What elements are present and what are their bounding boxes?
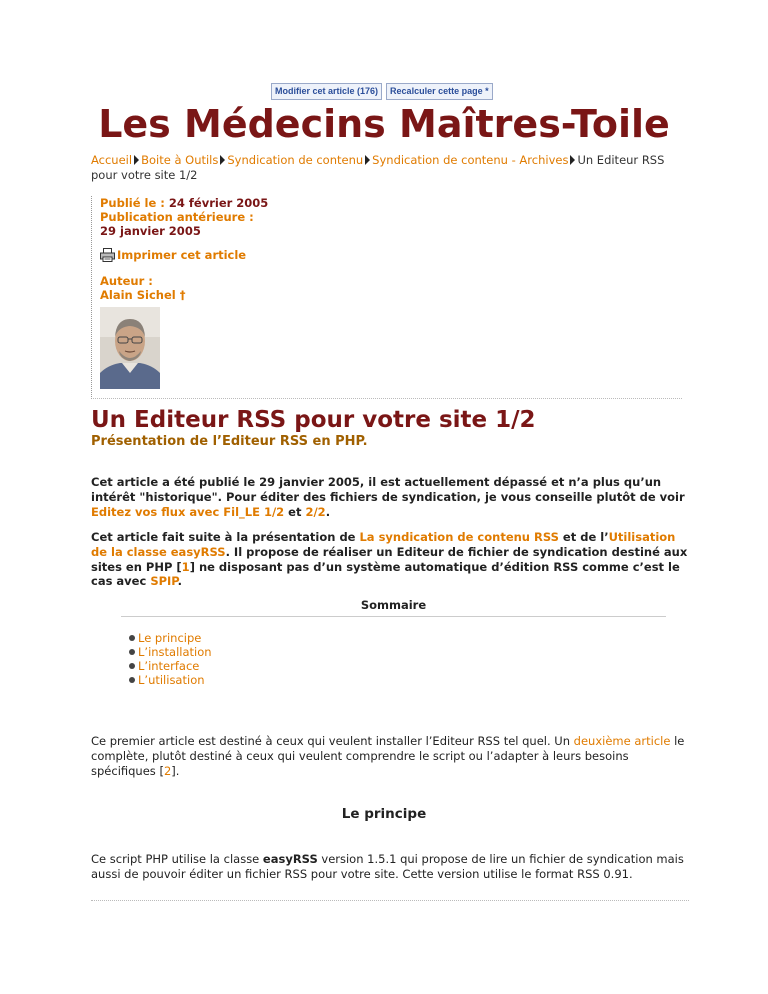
article-title: Un Editeur RSS pour votre site 1/2 <box>91 407 536 433</box>
toc-item-label: L’installation <box>138 645 212 659</box>
intro-notice <box>91 475 689 519</box>
body-text-bold: easyRSS <box>262 852 318 866</box>
toc-item[interactable] <box>129 631 666 645</box>
bullet-icon <box>129 635 135 641</box>
toc-item[interactable] <box>129 673 666 687</box>
published-date: 24 février 2005 <box>168 196 269 210</box>
intro-notice-text: . <box>325 504 331 519</box>
intro-paragraph <box>91 530 689 589</box>
link-fil-le-1[interactable]: Editez vos flux avec Fil_LE 1/2 <box>91 504 285 519</box>
breadcrumb-arrow-icon <box>570 155 575 165</box>
breadcrumb <box>91 153 681 183</box>
intro-text: et de l’ <box>558 530 609 544</box>
toc-item-label: L’interface <box>138 659 200 673</box>
article-meta <box>91 196 682 399</box>
publication-dates <box>100 196 268 238</box>
admin-toolbar <box>271 83 493 100</box>
table-of-contents <box>121 598 666 687</box>
link-spip[interactable]: SPIP <box>150 574 178 589</box>
body-text: version 1.5.1 qui propose de lire un fichier de syndication mais aussi de pouvoir éditer un fichier RSS pour votre site. Cette version utilise le format RSS 0.91. <box>91 852 684 881</box>
breadcrumb-archives[interactable]: Syndication de contenu - Archives <box>372 153 569 167</box>
site-title[interactable]: Les Médecins Maîtres-Toile <box>98 102 670 146</box>
link-easyrss-class[interactable]: Utilisation de la classe easyRSS <box>91 530 676 559</box>
intro-notice-text: et <box>284 504 306 519</box>
body-paragraph <box>91 734 689 779</box>
print-article-link[interactable] <box>100 248 246 262</box>
body-text: Ce premier article est destiné à ceux qui veulent installer l’Editeur RSS tel quel. Un <box>91 734 574 748</box>
link-syndication-rss[interactable]: La syndication de contenu RSS <box>359 530 559 544</box>
breadcrumb-arrow-icon <box>220 155 225 165</box>
link-fil-le-2[interactable]: 2/2 <box>305 504 326 519</box>
toc-item[interactable] <box>129 659 666 673</box>
bullet-icon <box>129 677 135 683</box>
intro-text: . <box>177 574 182 589</box>
breadcrumb-arrow-icon <box>365 155 370 165</box>
body-text: le complète, plutôt destiné à ceux qui veulent comprendre le script ou l’adapter à leurs besoins spécifiques [ <box>91 734 685 778</box>
print-article-label: Imprimer cet article <box>117 248 247 262</box>
breadcrumb-arrow-icon <box>134 155 139 165</box>
bullet-icon <box>129 663 135 669</box>
footnote-link-2[interactable]: 2 <box>163 764 172 778</box>
body-text: ]. <box>171 764 180 778</box>
author-block <box>100 274 185 302</box>
author-name-link[interactable]: Alain Sichel † <box>100 288 186 302</box>
toc-title: Sommaire <box>121 598 666 617</box>
author-label: Auteur : <box>100 274 153 288</box>
body-text: Ce script PHP utilise la classe <box>91 852 263 866</box>
intro-text: ] ne disposant pas d’un système automatique d’édition RSS comme c’est le cas avec <box>91 559 680 589</box>
link-second-article[interactable]: deuxième article <box>573 734 671 748</box>
breadcrumb-syndication[interactable]: Syndication de contenu <box>227 153 364 167</box>
toc-item-label: L’utilisation <box>138 673 205 687</box>
bullet-icon <box>129 649 135 655</box>
modify-article-button[interactable]: Modifier cet article (176) <box>271 83 382 100</box>
toc-item-label: Le principe <box>138 631 202 645</box>
author-photo <box>100 307 160 389</box>
breadcrumb-tools[interactable]: Boite à Outils <box>141 153 219 167</box>
intro-notice-text: Cet article a été publié le 29 janvier 2005, il est actuellement dépassé et n’a plus qu’un intérêt "historique". Pour éditer des fichiers de syndication, je vous conseille plutôt de voir <box>91 475 685 504</box>
article-subtitle: Présentation de l’Editeur RSS en PHP. <box>91 434 368 449</box>
printer-icon <box>100 248 115 262</box>
section-heading: Le principe <box>341 806 427 822</box>
intro-text: Cet article fait suite à la présentation de <box>91 530 360 544</box>
breadcrumb-current: Un Editeur RSS pour votre site 1/2 <box>91 153 665 182</box>
footnote-link-1[interactable]: 1 <box>181 559 190 574</box>
toc-item[interactable] <box>129 645 666 659</box>
intro-text: . Il propose de réaliser un Editeur de fichier de syndication destiné aux sites en PHP [ <box>91 544 688 574</box>
earlier-publication-date: 29 janvier 2005 <box>100 224 201 238</box>
recalculate-page-button[interactable]: Recalculer cette page * <box>386 83 493 100</box>
divider <box>91 900 689 901</box>
earlier-publication-label: Publication antérieure : <box>100 210 254 224</box>
published-label: Publié le : <box>100 196 165 210</box>
breadcrumb-home[interactable]: Accueil <box>91 153 133 167</box>
body-paragraph <box>91 852 689 882</box>
